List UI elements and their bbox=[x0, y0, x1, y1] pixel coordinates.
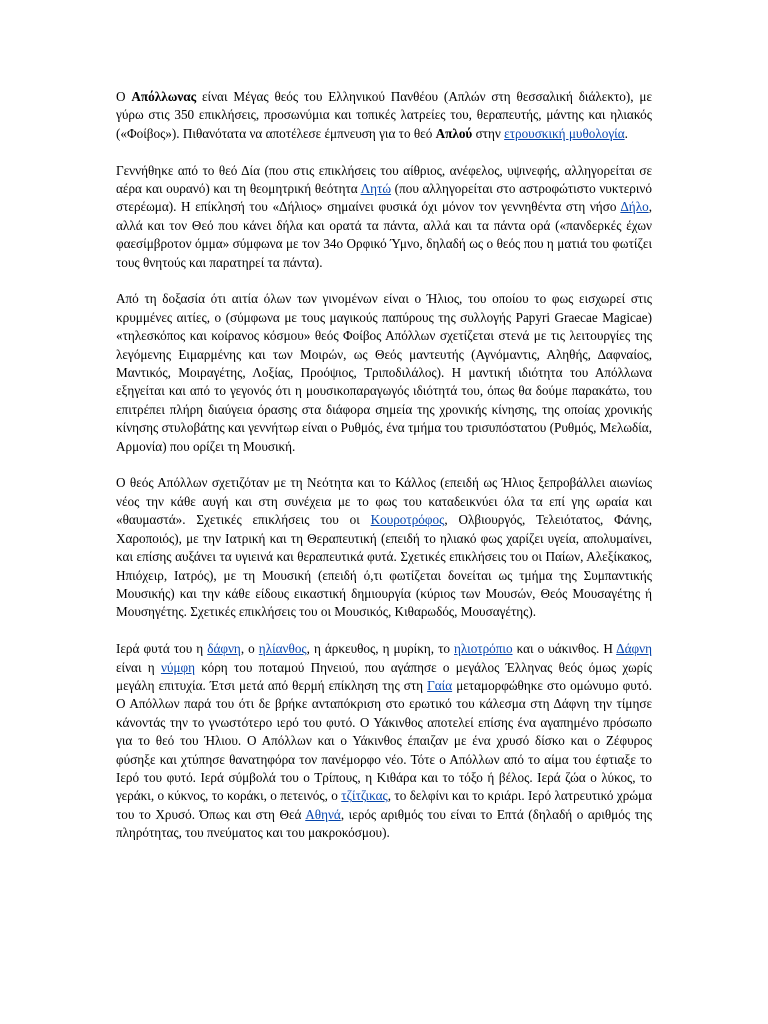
text-run: στην bbox=[472, 125, 505, 141]
wiki-link[interactable]: Λητώ bbox=[360, 181, 392, 197]
wiki-link[interactable]: Δήλο bbox=[620, 199, 649, 215]
text-run: είναι η bbox=[116, 659, 161, 675]
bold-term: Απόλλωνας bbox=[131, 89, 197, 104]
document-body bbox=[116, 88, 652, 861]
paragraph-sacred-plants bbox=[116, 640, 652, 842]
wiki-link[interactable]: νύμφη bbox=[160, 659, 196, 675]
text-run: , ο bbox=[240, 641, 259, 657]
text-run: κόρη του ποταμού Πηνειού, που αγάπησε ο μεγάλος Έλληνας θεός όμως χωρίς μεγάλη επιτυχία. Έτσι μετά από θερμή επίκληση της στη bbox=[116, 659, 653, 693]
text-run: Από τη δοξασία ότι αιτία όλων των γινομένων είναι ο Ήλιος, του οποίου το φως εισχωρεί στις κρυμμένες αιτίες, ο (σύμφωνα με τους μαγικούς παπύρους της συλλογής Papyri Graecae Magicae) «τηλεσκόπος και κοίρανος κόσμου» θεός Φοίβος Απόλλων σχετίζεται στενά με τις λειτουργίες της λεγόμενης Ειμαρμένης και των Μοιρών, ως Θεός μαντευτής (Αγνόμαντις, Αληθής, Δαφναίος, Μαντικός, Μοιραγέτης, Λοξίας, Προόψιος, Τριποδιλάλος). Η μαντική ιδιότητα του Απόλλωνα εξηγείται και από το γεγονός ότι η μουσικοπαραγωγός ιδιότητά του, όπως θα δούμε παρακάτω, του επιτρέπει πλήρη διαύγεια όρασης στα διάφορα σημεία της χρονικής κίνησης, της οποίας χρονικής κίνησης στυλοβάτης και γεννήτωρ είναι ο Ρυθμός, ένα τμήμα του τρισυπόστατου (Ρυθμός, Μελωδία, Αρμονία) που ορίζει τη Μουσική. bbox=[116, 291, 652, 454]
paragraph-birth bbox=[116, 162, 652, 272]
wiki-link[interactable]: Δάφνη bbox=[616, 641, 653, 657]
text-run: , ιερός αριθμός του είναι το Επτά (δηλαδή ο αριθμός της πληρότητας, του πνεύματος και του μακροκόσμου). bbox=[116, 806, 652, 841]
wiki-link[interactable]: Αθηνά bbox=[305, 806, 341, 822]
text-run: , Ολβιουργός, Τελειότατος, Φάνης, Χαροποιός), με την Ιατρική και τη Θεραπευτική (επειδή το ηλιακό φως χαρίζει υγεία, απολυμαίνει, και επίσης αυξάνει τα υγιεινά και θεραπευτικά φυτά. Σχετικές επικλήσεις του οι Παίων, Αλεξίκακος, Ηπιόχειρ, Ιατρός), με τη Μουσική (επειδή ό,τι φωτίζεται δονείται ως τμήμα της Συμπαντικής Μουσικής) και την κάθε είδους εικαστική δημιουργία (κύριος των Μουσών, Θεός Μουσαγέτης ή Μουσηγέτης. Σχετικές επικλήσεις του οι Μουσικός, Κιθαρωδός, Μουσαγέτης). bbox=[116, 512, 652, 620]
wiki-link[interactable]: ηλιοτρόπιο bbox=[454, 641, 513, 657]
text-run: , αλλά και τον Θεό που κάνει δήλα και ορατά τα πάντα, αλλά και τα πάντα ορά («πανδερκές έχων φαεσίμβροτον όμμα» σύμφωνα με τον 34ο Ορφικό Ύμνο, δηλαδή ως ο θεός που η ματιά του φωτίζει τους θνητούς και παρατηρεί τα πάντα). bbox=[116, 199, 652, 270]
paragraph-youth-beauty bbox=[116, 474, 652, 621]
text-run: Ιερά φυτά του η bbox=[116, 641, 208, 657]
wiki-link[interactable]: Γαία bbox=[427, 677, 453, 693]
text-run: είναι Μέγας θεός του Ελληνικού Πανθέου (Απλών στη θεσσαλική διάλεκτο), με γύρω στις 350 επικλήσεις, προσωνύμια και τοπικές λατρείες του, θεραπευτής, μάντης και ηλιακός («Φοίβος»). Πιθανότατα να αποτέλεσε έμπνευση για το θεό bbox=[116, 89, 653, 141]
text-run: . bbox=[624, 125, 628, 141]
text-run: Ο bbox=[116, 89, 132, 104]
wiki-link[interactable]: τζίτζικας bbox=[341, 788, 388, 804]
wiki-link[interactable]: Κουροτρόφος bbox=[370, 512, 445, 528]
bold-term: Απλού bbox=[435, 125, 473, 141]
wiki-link[interactable]: ηλίανθος bbox=[258, 641, 307, 657]
paragraph-intro bbox=[116, 88, 652, 143]
text-run: Γεννήθηκε από το θεό Δία (που στις επικλήσεις του αίθριος, ανέφελος, υψινεφής, αλληγορείται σε αέρα και ουρανό) και τη θεομητρική θεότητα bbox=[116, 162, 652, 197]
text-run: και ο υάκινθος. Η bbox=[512, 641, 617, 657]
text-run: , το δελφίνι και το κριάρι. Ιερό λατρευτικό χρώμα του το Χρυσό. Όπως και στη Θεά bbox=[116, 788, 652, 822]
paragraph-prophecy bbox=[116, 290, 652, 456]
wiki-link[interactable]: ετρουσκική μυθολογία bbox=[504, 125, 625, 141]
wiki-link[interactable]: δάφνη bbox=[207, 641, 241, 657]
text-run: (που αλληγορείται στο αστροφώτιστο νυκτερινό στερέωμα). Η επίκλησή του «Δήλιος» σημαίνει φυσικά όχι μόνον τον γεννηθέντα στη νήσο bbox=[116, 181, 652, 215]
text-run: Ο θεός Απόλλων σχετιζόταν με τη Νεότητα και το Κάλλος (επειδή ως Ήλιος ξεπροβάλλει αιωνίως νέος την κάθε αυγή και στη συνέχεια με το φως του καταδεικνύει όλα τα επί γης ωραία και «θαυμαστά». Σχετικές επικλήσεις του οι bbox=[116, 475, 652, 528]
text-run: μεταμορφώθηκε στο ομώνυμο φυτό. Ο Απόλλων παρά του ότι δε βρήκε ανταπόκριση στο ερωτικό του κάλεσμα στη Δάφνη την τίμησε κάνοντάς την το γνωστότερο ιερό του φυτό. Ο Υάκινθος αποτελεί επίσης ένα αγαπημένο πρόσωπο για το θεό του Ήλιου. Ο Απόλλων και ο Υάκινθος έπαιζαν με ένα χρυσό δίσκο και ο Ζέφυρος φύσηξε και χτύπησε θανατηφόρα τον πανέμορφο νέο. Τότε ο Απόλλων από το αίμα του έφτιαξε το Ιερό του φυτό. Ιερά σύμβολά του ο Τρίπους, η Κιθάρα και το τόξο ή βέλος. Ιερά ζώα ο λύκος, το γεράκι, ο κύκνος, το κοράκι, ο πετεινός, ο bbox=[116, 677, 652, 804]
text-run: , η άρκευθος, η μυρίκη, το bbox=[306, 641, 455, 657]
